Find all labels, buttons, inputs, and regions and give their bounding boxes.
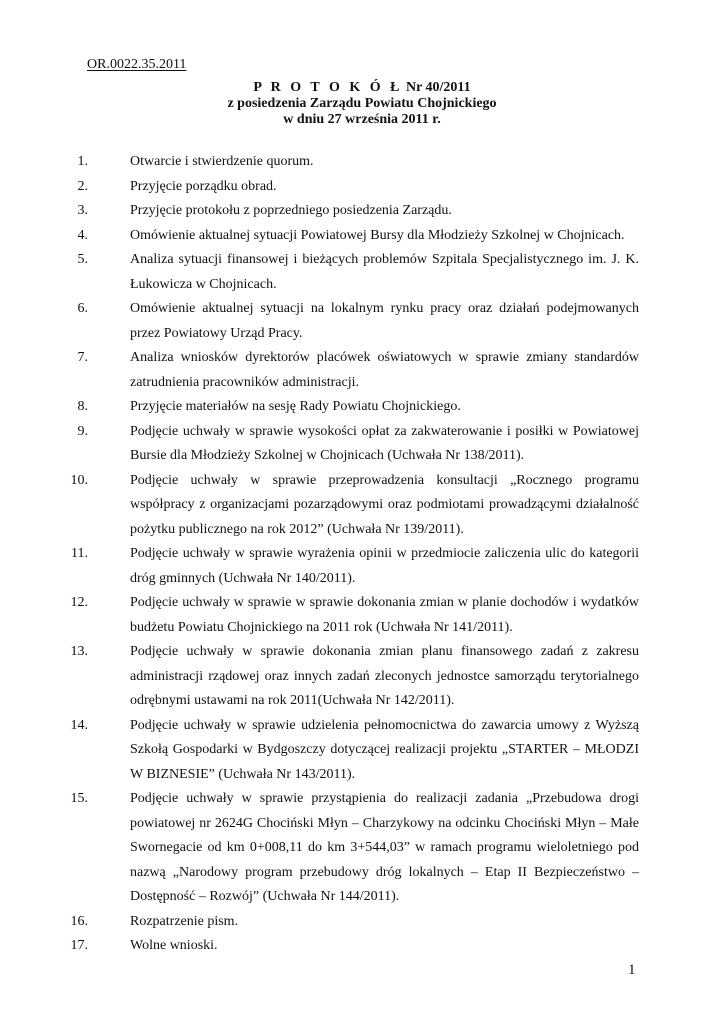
agenda-item [77,224,639,249]
agenda-item [77,420,639,469]
agenda-item-number: 9. [77,423,88,439]
agenda-item [70,714,639,788]
agenda-item-number: 2. [77,178,88,194]
agenda-item-text: Przyjęcie porządku obrad. [130,178,277,194]
agenda-item [77,150,639,175]
agenda-item-text: Podjęcie uchwały w sprawie dokonania zmian planu finansowego zadań z zakresu administracji rządowej oraz innych zadań zleconych jednostce samorządu terytorialnego odrębnymi ustawami na rok 2011(Uchwała Nr 142/2011). [130,644,639,708]
agenda-item [70,910,639,935]
agenda-item-text: Wolne wnioski. [130,938,218,953]
agenda-item-text: Omówienie aktualnej sytuacji Powiatowej Bursy dla Młodzieży Szkolnej w Chojnicach. [130,227,625,243]
agenda-item-text: Podjęcie uchwały w sprawie w sprawie dokonania zmian w planie dochodów i wydatków budżetu Powiatu Chojnickiego na 2011 rok (Uchwała Nr 141/2011). [130,595,639,635]
agenda-item-text: Podjęcie uchwały w sprawie przeprowadzenia konsultacji „Rocznego programu współpracy z organizacjami pozarządowymi oraz podmiotami prowadzącymi działalność pożytku publicznego na rok 2012” (Uchwała Nr 139/2011). [130,472,639,537]
agenda-item [77,297,639,346]
agenda-item-text: Rozpatrzenie pism. [130,913,239,929]
agenda-item-text: Omówienie aktualnej sytuacji na lokalnym rynku pracy oraz działań podejmowanych przez Powiatowy Urząd Pracy. [130,301,639,341]
agenda-item [70,787,639,910]
agenda-item-number: 4. [77,227,88,243]
agenda-item-number: 15. [70,791,88,806]
agenda-item-number: 3. [77,203,88,218]
agenda-item [77,175,639,200]
agenda-item-text: Przyjęcie materiałów na sesję Rady Powiatu Chojnickiego. [130,399,461,414]
agenda-item [77,199,639,224]
agenda-item-number: 7. [77,350,88,365]
agenda-item-number: 6. [77,301,88,316]
agenda-item-text: Przyjęcie protokołu z poprzedniego posiedzenia Zarządu. [130,203,452,218]
agenda-item-text: Podjęcie uchwały w sprawie wysokości opłat za zakwaterowanie i posiłki w Powiatowej Bursie dla Młodzieży Szkolnej w Chojnicach (Uchwała Nr 138/2011). [130,423,639,463]
agenda-item-number: 1. [77,154,88,169]
agenda-item [77,248,639,297]
agenda-item-text: Otwarcie i stwierdzenie quorum. [130,154,314,169]
agenda-item-text: Podjęcie uchwały w sprawie udzielenia pełnomocnictwa do zawarcia umowy z Wyższą Szkołą Gospodarki w Bydgoszczy dotyczącej realizacji projektu „STARTER – MŁODZI W BIZNESIE” (Uchwała Nr 143/2011). [130,717,639,782]
document-reference: OR.0022.35.2011 [87,57,187,72]
agenda-list [70,150,639,959]
agenda-item-number: 5. [77,252,88,267]
agenda-item-number: 17. [70,938,88,953]
agenda-item [70,469,639,543]
page-number: 1 [628,962,636,978]
agenda-item-number: 11. [71,546,88,561]
agenda-item-number: 16. [70,913,88,929]
agenda-item-number: 8. [77,399,88,414]
title-number: Nr 40/2011 [405,80,471,95]
agenda-item [70,640,639,714]
title-spaced: P R O T O K Ó Ł [253,80,403,95]
agenda-item-number: 13. [70,644,88,659]
agenda-item-text: Analiza sytuacji finansowej i bieżących problemów Szpitala Specjalistycznego im. J. K. Łukowicza w Chojnicach. [130,252,639,292]
document-title [0,80,724,96]
document-subtitle: z posiedzenia Zarządu Powiatu Chojnickiego [227,96,497,111]
agenda-item-text: Podjęcie uchwały w sprawie wyrażenia opinii w przedmiocie zaliczenia ulic do kategorii dróg gminnych (Uchwała Nr 140/2011). [130,546,639,586]
document-date: w dniu 27 września 2011 r. [283,112,441,127]
agenda-item-number: 12. [70,595,88,610]
agenda-item [77,346,639,395]
agenda-item-number: 10. [70,472,88,488]
agenda-item-number: 14. [70,717,88,733]
agenda-item [71,542,639,591]
agenda-item [70,934,639,959]
agenda-item [70,591,639,640]
agenda-item-text: Analiza wniosków dyrektorów placówek oświatowych w sprawie zmiany standardów zatrudnienia pracowników administracji. [130,350,639,390]
agenda-item-text: Podjęcie uchwały w sprawie przystąpienia do realizacji zadania „Przebudowa drogi powiatowej nr 2624G Chociński Młyn – Charzykowy na odcinku Chociński Młyn – Małe Swornegacie od km 0+008,11 do km 3+544,03” w ramach programu wieloletniego pod nazwą „Narodowy program przebudowy dróg lokalnych – Etap II Bezpieczeństwo – Dostępność – Rozwój” (Uchwała Nr 144/2011). [130,791,639,904]
agenda-item [77,395,639,420]
document-header [0,80,724,128]
